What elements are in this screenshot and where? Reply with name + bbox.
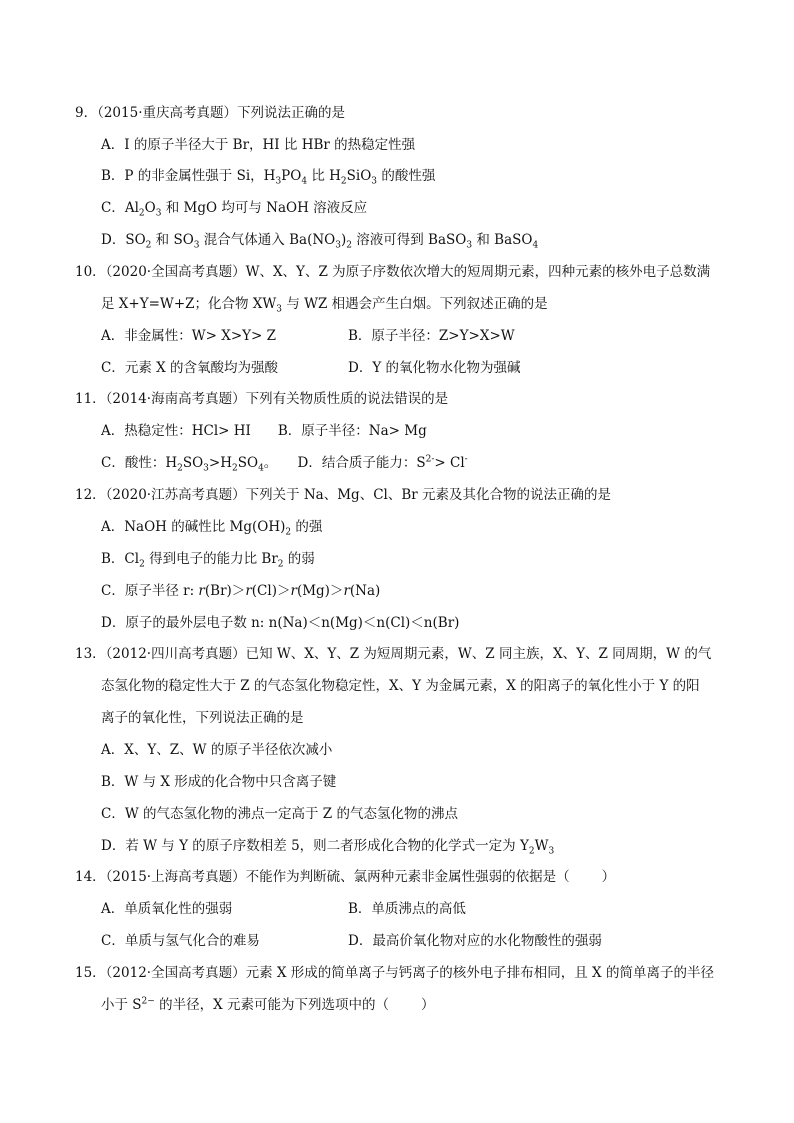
- question-stem: 10．（2020·全国高考真题）W、X、Y、Z 为原子序数依次增大的短周期元素，四种元素的核外电子总数满: [75, 264, 711, 280]
- question-line: D．Y 的氧化物水化物为强碱: [348, 360, 521, 376]
- question-line: A．I 的原子半径大于 Br，HI 比 HBr 的热稳定性强: [101, 137, 416, 153]
- question-line: D．$SO_2$ 和 $SO_3$ 混合气体通入 $Ba(NO_3)_2$ 溶液可得到 BaSO$_3$ 和 BaSO$_4$: [101, 232, 539, 251]
- question-stem: 9．（2015·重庆高考真题）下列说法正确的是: [75, 105, 345, 121]
- question-line: C．酸性：$H_2SO_3>H_2SO_4$。 D．结合质子能力：$S^{2-}> Cl^-$: [101, 454, 468, 474]
- question-line: 足 X+Y=W+Z；化合物 $XW_3$ 与 WZ 相遇会产生白烟。下列叙述正确的是: [101, 296, 548, 315]
- question-stem: 13．（2012·四川高考真题）已知 W、X、Y、Z 为短周期元素，W、Z 同主族，X、Y、Z 同周期，W 的气: [75, 646, 712, 662]
- question-line: D．原子的最外层电子数 n: n(Na)＜n(Mg)＜n(Cl)＜n(Br): [101, 615, 460, 631]
- question-line: A．单质氧化性的强弱: [101, 901, 233, 917]
- question-line: A．NaOH 的碱性比 $Mg(OH)_2$ 的强: [101, 519, 323, 538]
- question-line: C．$Al_2O_3$ 和 MgO 均可与 NaOH 溶液反应: [101, 200, 368, 219]
- question-line: B．P 的非金属性强于 Si，$H_3PO_4$ 比 $H_2SiO_3$ 的酸性强: [101, 168, 436, 187]
- question-line: B．W 与 X 形成的化合物中只含离子键: [101, 774, 337, 790]
- question-line: 态氢化物的稳定性大于 Z 的气态氢化物稳定性，X、Y 为金属元素，X 的阳离子的氧化性小于 Y 的阳: [101, 678, 700, 694]
- question-line: C．W 的气态氢化物的沸点一定高于 Z 的气态氢化物的沸点: [101, 806, 458, 822]
- question-stem: 11．（2014·海南高考真题）下列有关物质性质的说法错误的是: [75, 391, 449, 407]
- question-line: B．$Cl_2$ 得到电子的能力比 $Br_2$ 的弱: [101, 551, 315, 570]
- question-stem: 14．（2015·上海高考真题）不能作为判断硫、氯两种元素非金属性强弱的依据是（ ）: [75, 869, 616, 885]
- question-stem: 15．（2012·全国高考真题）元素 X 形成的简单离子与钙离子的核外电子排布相同，且 X 的简单离子的半径: [75, 965, 714, 981]
- question-line: A．非金属性：W> X>Y> Z: [101, 328, 277, 344]
- question-line: C．元素 X 的含氧酸均为强酸: [101, 360, 279, 376]
- question-line: B．单质沸点的高低: [348, 901, 466, 917]
- question-line: B．原子半径：Z>Y>X>W: [348, 328, 515, 344]
- question-line: 离子的氧化性，下列说法正确的是: [101, 710, 304, 726]
- question-line: C．单质与氢气化合的难易: [101, 933, 260, 949]
- question-line: A．热稳定性：HCl> HI B．原子半径：Na> Mg: [101, 423, 427, 439]
- question-line: 小于 $S^{2-}$ 的半径，X 元素可能为下列选项中的（ ）: [101, 996, 435, 1013]
- question-line: D．最高价氧化物对应的水化物酸性的强弱: [348, 933, 602, 949]
- question-line: A．X、Y、Z、W 的原子半径依次减小: [101, 742, 333, 758]
- question-line: C．原子半径 r: r(Br)＞r(Cl)＞r(Mg)＞r(Na): [101, 583, 381, 599]
- question-stem: 12．（2020·江苏高考真题）下列关于 Na、Mg、Cl、Br 元素及其化合物的说法正确的是: [75, 487, 612, 503]
- question-line: D．若 W 与 Y 的原子序数相差 5，则二者形成化合物的化学式一定为 $Y_2W_3$: [101, 838, 555, 857]
